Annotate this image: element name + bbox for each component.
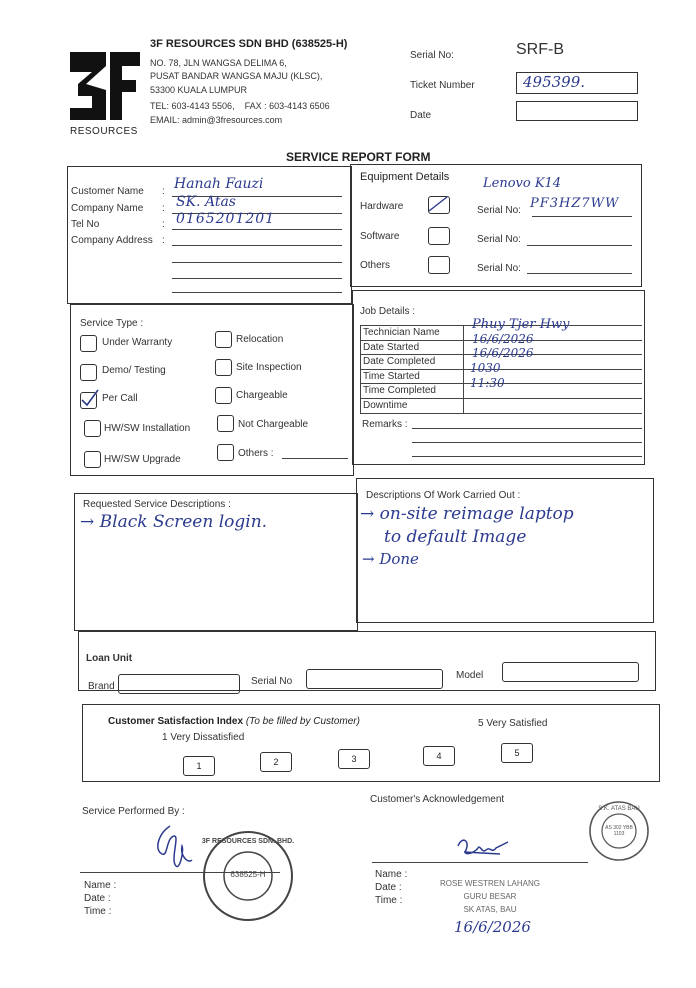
- date-field[interactable]: [516, 101, 638, 121]
- others-label: Others: [360, 260, 391, 271]
- loan-brand-label: Brand: [88, 681, 115, 692]
- work-line-1[interactable]: → on-site reimage laptop: [360, 504, 574, 524]
- time-completed-value[interactable]: 11:30: [470, 376, 505, 390]
- performed-date-label: Date :: [84, 893, 111, 904]
- hardware-label: Hardware: [360, 201, 404, 212]
- satisfaction-low-label: 1 Very Dissatisfied: [162, 732, 245, 743]
- per-call-label: Per Call: [102, 393, 138, 404]
- demo-testing-label: Demo/ Testing: [102, 365, 166, 376]
- others-service-label: Others :: [238, 448, 274, 459]
- time-started-label: Time Started: [363, 371, 420, 382]
- customer-signature: [452, 832, 512, 862]
- loan-unit-title: Loan Unit: [86, 653, 133, 664]
- ack-title-stamp: GURU BESAR: [463, 892, 517, 901]
- hwsw-installation-checkbox[interactable]: [84, 420, 101, 437]
- chargeable-checkbox[interactable]: [215, 387, 232, 404]
- technician-value[interactable]: Phuy Tjer Hwy: [472, 317, 570, 332]
- date-label: Date: [410, 110, 432, 121]
- relocation-checkbox[interactable]: [215, 331, 232, 348]
- customer-colon-1: :: [162, 186, 165, 197]
- tel-value[interactable]: 0165201201: [176, 211, 276, 227]
- others-service-checkbox[interactable]: [217, 444, 234, 461]
- company-name-value[interactable]: SK. Atas: [176, 194, 236, 210]
- requested-text[interactable]: → Black Screen login.: [80, 512, 268, 532]
- work-title: Descriptions Of Work Carried Out :: [366, 490, 521, 501]
- customer-colon-4: :: [162, 235, 165, 246]
- under-warranty-checkbox[interactable]: [80, 335, 97, 352]
- loan-serial-label: Serial No: [251, 676, 293, 687]
- service-type-section: [70, 304, 354, 476]
- performed-time-label: Time :: [84, 906, 112, 917]
- others-serial-label: Serial No:: [477, 263, 521, 274]
- company-logo: [66, 46, 142, 126]
- site-inspection-checkbox[interactable]: [215, 359, 232, 376]
- job-table: [360, 317, 642, 413]
- satisfaction-score-2[interactable]: 2: [260, 752, 292, 772]
- hardware-model-value: Lenovo K14: [483, 176, 562, 191]
- ticket-field[interactable]: [516, 72, 638, 94]
- demo-testing-checkbox[interactable]: [80, 364, 97, 381]
- loan-brand-field[interactable]: [118, 674, 240, 694]
- school-stamp-code: AS 302 YBB 1103: [605, 825, 633, 837]
- loan-model-field[interactable]: [502, 662, 639, 682]
- customer-colon-2: :: [162, 203, 165, 214]
- serial-value: SRF-B: [516, 41, 564, 58]
- hardware-checkbox[interactable]: [428, 196, 450, 214]
- loan-serial-field[interactable]: [306, 669, 443, 689]
- customer-ack-label: Customer's Acknowledgement: [370, 794, 505, 805]
- satisfaction-score-5[interactable]: 5: [501, 743, 533, 763]
- downtime-label: Downtime: [363, 400, 408, 411]
- ack-name-label: Name :: [375, 869, 408, 880]
- ack-date-value: 16/6/2026: [454, 918, 531, 936]
- remarks-label: Remarks :: [362, 419, 408, 430]
- company-stamp: [198, 828, 298, 924]
- loan-model-label: Model: [456, 670, 484, 681]
- company-address-2: PUSAT BANDAR WANGSA MAJU (KLSC),: [150, 71, 323, 81]
- date-completed-label: Date Completed: [363, 356, 436, 367]
- site-inspection-label: Site Inspection: [236, 362, 302, 373]
- software-serial-label: Serial No:: [477, 234, 521, 245]
- not-chargeable-checkbox[interactable]: [217, 415, 234, 432]
- performed-name-label: Name :: [84, 880, 117, 891]
- ack-time-label: Time :: [375, 895, 403, 906]
- time-completed-label: Time Completed: [363, 385, 436, 396]
- company-stamp-number: 638525-H: [230, 870, 266, 879]
- technician-label: Technician Name: [363, 327, 440, 338]
- work-line-2[interactable]: to default Image: [384, 527, 527, 547]
- others-equipment-checkbox[interactable]: [428, 256, 450, 274]
- ticket-value: 495399.: [523, 73, 586, 91]
- satisfaction-high-label: 5 Very Satisfied: [478, 718, 548, 729]
- date-started-value[interactable]: 16/6/2026: [472, 332, 534, 346]
- under-warranty-label: Under Warranty: [102, 337, 173, 348]
- school-stamp: [588, 800, 650, 862]
- satisfaction-note: (To be filled by Customer): [245, 716, 360, 727]
- customer-name-value[interactable]: Hanah Fauzi: [174, 176, 264, 192]
- satisfaction-title: [108, 716, 360, 727]
- company-address-3: 53300 KUALA LUMPUR: [150, 85, 248, 95]
- job-details-title: Job Details :: [360, 306, 416, 317]
- chargeable-label: Chargeable: [236, 390, 288, 401]
- customer-name-label: Customer Name: [71, 186, 144, 197]
- serial-label: Serial No:: [410, 50, 454, 61]
- software-label: Software: [360, 231, 400, 242]
- hwsw-upgrade-label: HW/SW Upgrade: [104, 454, 181, 465]
- company-address-label: Company Address: [71, 235, 153, 246]
- not-chargeable-label: Not Chargeable: [238, 419, 309, 430]
- company-phone: TEL: 603-4143 5506, FAX : 603-4143 6506: [150, 101, 330, 111]
- satisfaction-score-1[interactable]: 1: [183, 756, 215, 776]
- service-performed-label: Service Performed By :: [82, 806, 185, 817]
- hwsw-upgrade-checkbox[interactable]: [84, 451, 101, 468]
- company-address-1: NO. 78, JLN WANGSA DELIMA 6,: [150, 58, 287, 68]
- ack-name-stamp: ROSE WESTREN LAHANG: [439, 879, 540, 888]
- technician-signature: [140, 820, 200, 880]
- software-checkbox[interactable]: [428, 227, 450, 245]
- service-type-title: Service Type :: [80, 318, 144, 329]
- tel-label: Tel No: [71, 219, 100, 230]
- ticket-label: Ticket Number: [410, 80, 475, 91]
- company-name-label: Company Name: [71, 203, 144, 214]
- hwsw-installation-label: HW/SW Installation: [104, 423, 191, 434]
- school-stamp-text: S.K. ATAS BAU: [598, 806, 640, 812]
- equipment-title: Equipment Details: [360, 171, 450, 183]
- hardware-serial-label: Serial No:: [477, 205, 521, 216]
- ack-school-stamp: SK ATAS, BAU: [463, 905, 517, 914]
- ack-date-label: Date :: [375, 882, 402, 893]
- satisfaction-score-4[interactable]: 4: [423, 746, 455, 766]
- logo-caption: RESOURCES: [70, 126, 138, 137]
- time-started-value[interactable]: 1030: [470, 361, 501, 375]
- satisfaction-score-3[interactable]: 3: [338, 749, 370, 769]
- requested-title: Requested Service Descriptions :: [83, 499, 231, 510]
- customer-colon-3: :: [162, 219, 165, 230]
- relocation-label: Relocation: [236, 334, 284, 345]
- work-line-3[interactable]: → Done: [362, 550, 419, 568]
- satisfaction-title-text: Customer Satisfaction Index: [108, 716, 244, 727]
- hardware-serial-value[interactable]: PF3HZ7WW: [530, 196, 620, 211]
- form-title: SERVICE REPORT FORM: [286, 150, 431, 164]
- company-name: 3F RESOURCES SDN BHD (638525-H): [150, 38, 348, 50]
- date-completed-value[interactable]: 16/6/2026: [472, 346, 534, 360]
- date-started-label: Date Started: [363, 342, 420, 353]
- per-call-checkbox[interactable]: [80, 392, 97, 409]
- company-stamp-text: 3F RESOURCES SDN. BHD.: [201, 838, 295, 845]
- company-email: EMAIL: admin@3fresources.com: [150, 115, 283, 125]
